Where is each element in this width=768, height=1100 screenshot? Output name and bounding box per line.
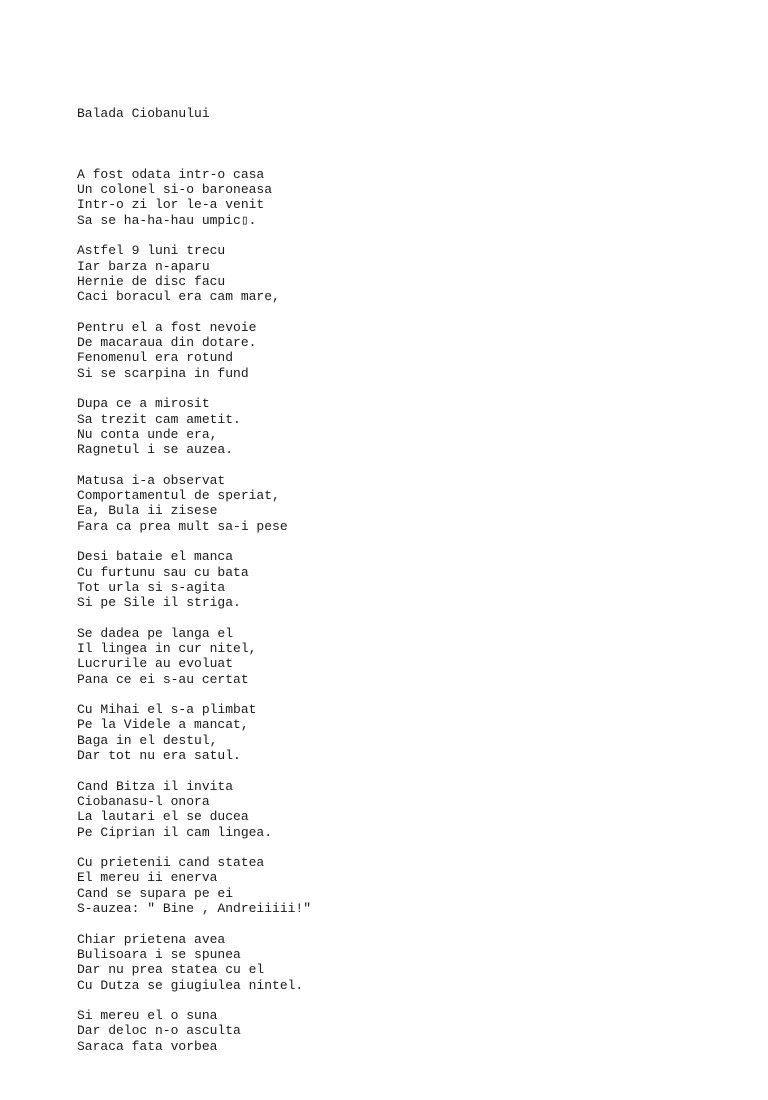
poem-line: Ragnetul i se auzea. (77, 442, 234, 458)
poem-line: Sa se ha-ha-hau umpic▯. (77, 212, 257, 228)
poem-stanza (77, 932, 311, 993)
poem-stanza (77, 396, 311, 457)
poem-line: Si se scarpina in fund (77, 365, 249, 381)
poem-line: Pentru el a fost nevoie (77, 319, 257, 335)
poem-stanza (77, 243, 311, 304)
poem-line: Tot urla si s-agita (77, 579, 226, 595)
poem-line: Matusa i-a observat (77, 472, 226, 488)
poem-line: Ciobanasu-l onora (77, 793, 210, 809)
poem-line: Cu Mihai el s-a plimbat (77, 702, 257, 718)
poem-line: Fara ca prea mult sa-i pese (77, 518, 288, 534)
poem-line: Bulisoara i se spunea (77, 946, 241, 962)
poem-stanza (77, 549, 311, 610)
poem-line: Se dadea pe langa el (77, 625, 234, 641)
poem-line: Cand Bitza il invita (77, 778, 234, 794)
poem-line: Cu Dutza se giugiulea nintel. (77, 977, 304, 993)
poem-stanza (77, 473, 311, 534)
poem-line: Dar nu prea statea cu el (77, 962, 265, 978)
poem-line: Intr-o zi lor le-a venit (77, 197, 265, 213)
poem-line: Cand se supara pe ei (77, 885, 234, 901)
poem-line: Fenomenul era rotund (77, 350, 234, 366)
poem-line: Comportamentul de speriat, (77, 488, 280, 504)
poem-line: Desi bataie el manca (77, 549, 234, 565)
poem-line: S-auzea: " Bine , Andreiiiii!" (77, 901, 312, 917)
poem-line: Un colonel si-o baroneasa (77, 182, 273, 198)
poem-line: Nu conta unde era, (77, 426, 218, 442)
poem-line: Hernie de disc facu (77, 273, 226, 289)
poem-line: Cu furtunu sau cu bata (77, 564, 249, 580)
poem-line: Caci boracul era cam mare, (77, 289, 280, 305)
poem-stanza (77, 167, 311, 228)
poem-line: A fost odata intr-o casa (77, 166, 265, 182)
poem-line: La lautari el se ducea (77, 809, 249, 825)
poem-line: Pe la Videle a mancat, (77, 717, 249, 733)
poem-line: Chiar prietena avea (77, 931, 226, 947)
poem-stanza (77, 702, 311, 763)
poem-stanzas (77, 167, 311, 1054)
poem-line: Ea, Bula ii zisese (77, 503, 218, 519)
poem-stanza (77, 779, 311, 840)
poem-line: Dupa ce a mirosit (77, 396, 210, 412)
poem-stanza (77, 1008, 311, 1054)
poem-line: Dar tot nu era satul. (77, 748, 241, 764)
poem-line: Lucrurile au evoluat (77, 656, 234, 672)
poem-title: Balada Ciobanului (77, 105, 210, 121)
poem-line: Astfel 9 luni trecu (77, 243, 226, 259)
poem-line: Il lingea in cur nitel, (77, 640, 257, 656)
poem-line: Pe Ciprian il cam lingea. (77, 824, 273, 840)
poem-line: Baga in el destul, (77, 732, 218, 748)
poem-line: Iar barza n-aparu (77, 258, 210, 274)
poem-line: Sa trezit cam ametit. (77, 411, 241, 427)
poem-stanza (77, 855, 311, 916)
poem-line: Saraca fata vorbea (77, 1038, 218, 1054)
poem-line: Si pe Sile il striga. (77, 595, 241, 611)
poem-line: Si mereu el o suna (77, 1008, 218, 1024)
poem-line: Dar deloc n-o asculta (77, 1023, 241, 1039)
poem-stanza (77, 320, 311, 381)
poem-line: Pana ce ei s-au certat (77, 671, 249, 687)
poem-line: El mereu ii enerva (77, 870, 218, 886)
poem-stanza (77, 626, 311, 687)
poem-line: De macaraua din dotare. (77, 335, 257, 351)
poem-text (77, 75, 311, 1100)
poem-line: Cu prietenii cand statea (77, 855, 265, 871)
